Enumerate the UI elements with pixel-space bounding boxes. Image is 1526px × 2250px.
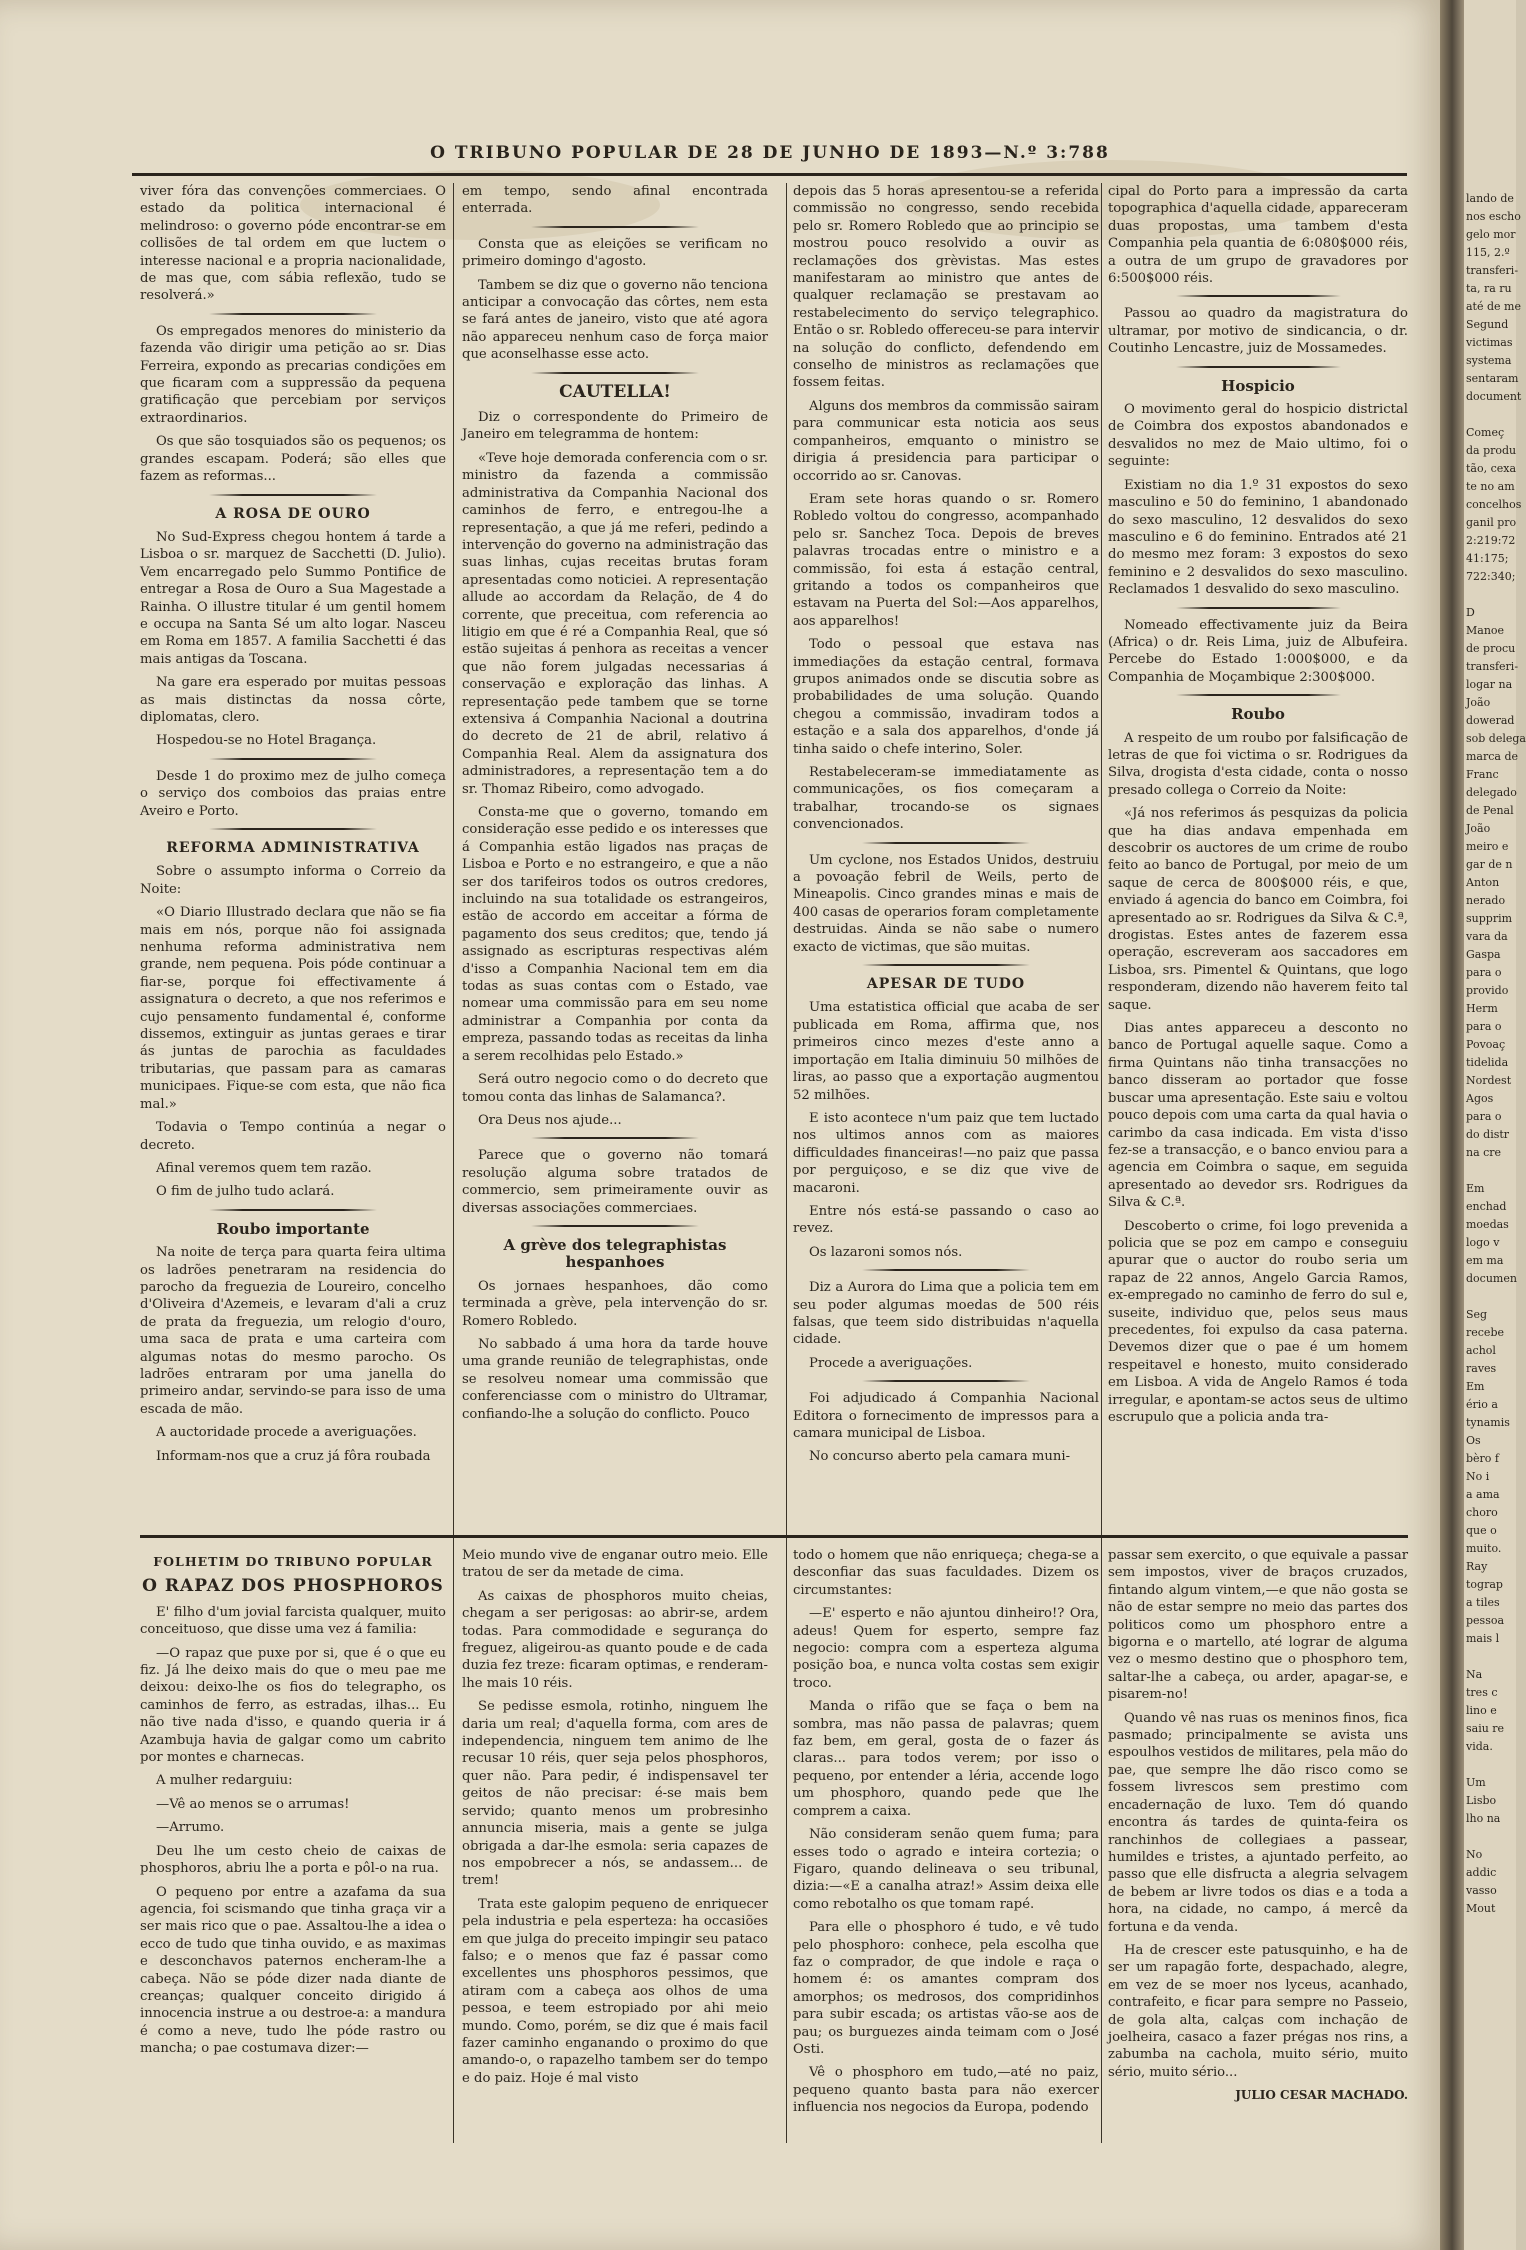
separator bbox=[531, 1225, 699, 1227]
paragraph: Os jornaes hespanhoes, dão como terminada a grève, pela intervenção do sr. Romero Robledo. bbox=[462, 1278, 768, 1329]
folhetim-column-4 bbox=[1108, 1547, 1408, 2105]
next-page-fragment: marca de bbox=[1466, 750, 1519, 763]
headline: Roubo bbox=[1231, 705, 1285, 724]
separator bbox=[531, 226, 699, 228]
paragraph: O movimento geral do hospicio districtal de Coimbra dos expostos abandonados e desvalidos no mez de Maio ultimo, foi o seguinte: bbox=[1108, 402, 1408, 470]
next-page-fragment: Gaspa bbox=[1466, 948, 1501, 961]
next-page-fragment: tynamis bbox=[1466, 1416, 1510, 1429]
separator bbox=[862, 1269, 1030, 1271]
next-page-fragment: systema bbox=[1466, 354, 1512, 367]
headline: A grève dos telegraphistas hespanhoes bbox=[503, 1235, 727, 1272]
next-page-fragment: para o bbox=[1466, 966, 1502, 979]
paragraph: Alguns dos membros da commissão sairam para communicar esta noticia aos seus companheiros, emquanto o ministro se dirigia á presidencia para participar o occorrido ao sr. Canovas. bbox=[793, 398, 1099, 484]
folhetim-rule bbox=[140, 1535, 1408, 1538]
paragraph: viver fóra das convenções commerciaes. O estado da politica internacional é melindroso: o governo póde encontrar-se em collisões de tal ordem em que luctem o interesse nacional e a propria nacionalidade, de mas que, com sábia reflexão, tudo se resolverá.» bbox=[140, 184, 446, 304]
paragraph: Não consideram senão quem fuma; para esses todo o agrado e inteira cortezia; o Figaro, quando delineava o seu tribunal, dizia:—«E a canalha atraz!» Assim deixa elle como rebotalho os que tomam rapé. bbox=[793, 1827, 1099, 1912]
separator bbox=[1176, 694, 1341, 696]
paragraph: As caixas de phosphoros muito cheias, chegam a ser perigosas: ao abrir-se, ardem todas. Para commodidade e segurança do freguez, aligeirou-as quanto poude e de cada duzia fez treze: ficaram optimas, e renderam-lhe mais 10 réis. bbox=[462, 1588, 768, 1691]
next-page-fragment: Na bbox=[1466, 1668, 1483, 1681]
next-page-fragment bbox=[1464, 1648, 1516, 1666]
next-page-fragment: mais l bbox=[1466, 1632, 1500, 1645]
next-page-fragment bbox=[1464, 1162, 1516, 1180]
next-page-fragment: concelhos bbox=[1466, 498, 1522, 511]
next-page-fragment: Povoaç bbox=[1466, 1038, 1506, 1051]
paragraph: Trata este galopim pequeno de enriquecer pela industria e pela esperteza: ha occasiões em que julga do preceito impingir seu pataco falso; e o menos que faz é passar como excellentes uns phosphoros pessimos, que atiram com a cabeça aos olhos de uma pessoa, e teem estropiado por ahi meio mundo. Como, porém, se diz que é mais facil fazer caminho enganando o proximo do que amando-o, o rapazelho tambem ser do tempo e do paiz. Hoje é mal visto bbox=[462, 1896, 768, 2086]
next-page-fragment: documen bbox=[1466, 1272, 1517, 1285]
column-2 bbox=[462, 183, 768, 1429]
paragraph: Consta que as eleições se verificam no primeiro domingo d'agosto. bbox=[462, 236, 768, 270]
next-page-fragment: pessoa bbox=[1466, 1614, 1505, 1627]
next-page-fragment: ganil pro bbox=[1466, 516, 1517, 529]
separator bbox=[209, 494, 377, 496]
next-page-fragment: raves bbox=[1466, 1362, 1497, 1375]
paragraph: «O Diario Illustrado declara que não se fia mais em nós, porque não foi assignada nenhuma reforma administrativa nem grande, nem pequena. Pois póde continuar a fiar-se, porque foi effectivamente á assignatura o decreto, a que nos referimos e cujo pensamento fundamental é, conforme dissemos, extinguir as juntas geraes e tirar ás juntas de parochia as faculdades tributarias, que passam para as camaras municipaes. Fique-se com esta, que não fica mal.» bbox=[140, 905, 446, 1112]
next-page-fragment: da produ bbox=[1466, 444, 1517, 457]
paragraph: Ha de crescer este patusquinho, e ha de ser um rapagão forte, despachado, alegre, em vez de se moer nos lyceus, acanhado, contrafeito, e ficar para sempre no Passeio, de gola alta, calças com inchação de joelheira, casaco a fazer prégas nos rins, a zabumba na cachola, muito sério, muito sério, muito sério... bbox=[1108, 1942, 1408, 2080]
paragraph: Foi adjudicado á Companhia Nacional Editora o fornecimento de impressos para a camara municipal de Lisboa. bbox=[793, 1391, 1099, 1441]
paragraph: A mulher redarguiu: bbox=[156, 1773, 293, 1789]
next-page-fragment: transferi- bbox=[1466, 264, 1519, 277]
next-page-fragment: Agos bbox=[1466, 1092, 1494, 1105]
next-page-fragment: ério a bbox=[1466, 1398, 1498, 1411]
separator bbox=[209, 758, 377, 760]
paragraph: Um cyclone, nos Estados Unidos, destruiu a povoação febril de Weils, perto de Mineapolis. Cinco grandes minas e mais de 400 casas de operarios foram completamente destruidas. Ainda se não sabe o numero exacto de victimas, que são muitas. bbox=[793, 852, 1099, 955]
header-rule bbox=[132, 173, 1407, 176]
paragraph: Quando vê nas ruas os meninos finos, fica pasmado; principalmente se avista uns espoulhos vestidos de militares, pela mão do pae, que sempre lhe dão risco como se fossem livrescos sem prestimo com encadernação de luxo. Tem dó quando encontra ás tardes de quinta-feira os ranchinhos de collegiaes a passear, humildes e tristes, a ajuntado perfeito, ao passo que elle disfructa a alegria selvagem de bebem ar livre todos os dias e a toda a hora, na cidade, no campo, á mercê da fortuna e da venda. bbox=[1108, 1710, 1408, 1935]
next-page-fragment: addic bbox=[1466, 1866, 1497, 1879]
column-4 bbox=[1108, 183, 1408, 1432]
paragraph: Informam-nos que a cruz já fôra roubada bbox=[156, 1448, 431, 1464]
next-page-fragment: a ama bbox=[1466, 1488, 1500, 1501]
next-page-fragment: Segund bbox=[1466, 318, 1509, 331]
next-page-fragment: D bbox=[1466, 606, 1475, 619]
next-page-fragment: provido bbox=[1466, 984, 1509, 997]
next-page-fragment: nos escho bbox=[1466, 210, 1521, 223]
next-page-fragment: que o bbox=[1466, 1524, 1497, 1537]
paragraph: Parece que o governo não tomará resolução alguma sobre tratados de commercio, sem primeiramente ouvir as diversas associações commerciaes. bbox=[462, 1148, 768, 1216]
headline: REFORMA ADMINISTRATIVA bbox=[166, 840, 420, 856]
next-page-fragment: saiu re bbox=[1466, 1722, 1505, 1735]
next-page-fragment: tres c bbox=[1466, 1686, 1498, 1699]
separator bbox=[862, 842, 1030, 844]
next-page-fragment: sentaram bbox=[1466, 372, 1519, 385]
next-page-fragment: vasso bbox=[1466, 1884, 1497, 1897]
next-page-fragment: de procu bbox=[1466, 642, 1516, 655]
headline: A ROSA DE OURO bbox=[215, 505, 371, 522]
next-page-fragment: para o bbox=[1466, 1020, 1502, 1033]
paragraph: Entre nós está-se passando o caso ao revez. bbox=[793, 1203, 1099, 1237]
next-page-fragment: dowerad bbox=[1466, 714, 1515, 727]
next-page-fragment: tograp bbox=[1466, 1578, 1503, 1591]
next-page-fragment: Anton bbox=[1466, 876, 1500, 889]
next-page-fragment: logo v bbox=[1466, 1236, 1500, 1249]
paragraph: Passou ao quadro da magistratura do ultramar, por motivo de sindicancia, o dr. Coutinho Lencastre, juiz de Mossamedes. bbox=[1108, 306, 1408, 357]
next-page-fragment: gar de n bbox=[1466, 858, 1513, 871]
next-page-fragment: João bbox=[1466, 696, 1491, 709]
paragraph: Diz o correspondente do Primeiro de Janeiro em telegramma de hontem: bbox=[462, 410, 768, 443]
next-page-fragment: lino e bbox=[1466, 1704, 1497, 1717]
paragraph: No sabbado á uma hora da tarde houve uma grande reunião de telegraphistas, onde se resolveu nomear uma commissão que conferenciasse com o ministro do Ultramar, confiando-lhe a solução do conflicto. Pouco bbox=[462, 1336, 768, 1422]
separator bbox=[209, 1209, 377, 1211]
headline: Roubo importante bbox=[216, 1219, 370, 1238]
separator bbox=[209, 828, 377, 830]
paragraph: Os que são tosquiados são os pequenos; os grandes escapam. Poderá; são elles que fazem as reformas... bbox=[140, 434, 446, 485]
adjacent-page-edge bbox=[1464, 0, 1526, 2250]
paragraph: Hospedou-se no Hotel Bragança. bbox=[156, 733, 377, 749]
separator bbox=[1176, 366, 1341, 368]
paragraph: E' filho d'um jovial farcista qualquer, muito conceituoso, que disse uma vez á familia: bbox=[140, 1604, 446, 1638]
separator bbox=[531, 372, 699, 374]
next-page-fragment: logar na bbox=[1466, 678, 1513, 691]
next-page-fragment: do distr bbox=[1466, 1128, 1510, 1141]
paragraph: Descoberto o crime, foi logo prevenida a policia que se poz em campo e conseguiu apurar que o auctor do roubo seria um rapaz de 22 annos, Angelo Garcia Ramos, ex-empregado no caminho de ferro do sul e, suseite, individuo que, pelos seus maus precedentes, foi expulso da casa paterna. Devemos dizer que o pae é um homem respeitavel e honesto, muito considerado em Lisboa. A vida de Angelo Ramos é toda irregular, e apontam-se actos seus de ultimo escrupulo que a policia anda tra- bbox=[1108, 1218, 1408, 1425]
paragraph: Eram sete horas quando o sr. Romero Robledo voltou do congresso, acompanhado pelo sr. Sanchez Toca. Depois de breves palavras trocadas entre o ministro e a commissão, foi esta á estação central, gritando a todos os companheiros que estavam na Puerta del Sol:—Aos apparelhos, aos apparelhos! bbox=[793, 491, 1099, 629]
paragraph: Procede a averiguações. bbox=[809, 1355, 973, 1371]
paragraph: Afinal veremos quem tem razão. bbox=[156, 1160, 372, 1176]
next-page-fragment bbox=[1464, 586, 1516, 604]
next-page-fragment bbox=[1464, 1828, 1516, 1846]
paragraph: passar sem exercito, o que equivale a passar sem impostos, viver de braços cruzados, fintando algum vintem,—e que não gosta se não de estar sempre no meio das partes dos politicos como um phosphoro entre a bigorna e o martello, até lograr de alguma vez o mesmo destino que o phosphoro tem, saltar-lhe a cabeça, ou arder, apagar-se, e pisarem-no! bbox=[1108, 1548, 1408, 1703]
headline: APESAR DE TUDO bbox=[866, 976, 1026, 993]
next-page-fragment: para o bbox=[1466, 1110, 1502, 1123]
paragraph: «Teve hoje demorada conferencia com o sr. ministro da fazenda a commissão administrativa da Companhia Nacional dos caminhos de ferro, e entregou-lhe a representação, a que já me referi, pedindo a intervenção do governo na administração das suas linhas, cujas receitas brutas foram apresentadas como noticiei. A representação allude ao accordam da Relação, de 4 do corrente, que preceitua, com referencia ao litigio em que é ré a Companhia Real, que só estão sujeitas á penhora as receitas a vencer que não forem julgadas necessarias á conservação e exploração das linhas. A representação pede tambem que se torne extensiva á Companhia Nacional a doutrina do decreto de 21 de abril, relativo á Companhia Real. Alem da assignatura dos administradores, a representação tem a do sr. Thomaz Ribeiro, como advogado. bbox=[462, 450, 768, 797]
next-page-fragment: tão, cexa bbox=[1466, 462, 1517, 475]
separator bbox=[1176, 607, 1341, 609]
paragraph: Uma estatistica official que acaba de ser publicada em Roma, affirma que, nos primeiros cinco mezes d'este anno a importação em Italia diminuiu 50 milhões de liras, ao passo que a exportação augmentou 52 milhões. bbox=[793, 1000, 1099, 1103]
next-page-fragment: lando de bbox=[1466, 192, 1514, 205]
column-1 bbox=[140, 183, 446, 1471]
next-page-fragment: Franc bbox=[1466, 768, 1499, 781]
next-page-fragment: Lisbo bbox=[1466, 1794, 1497, 1807]
next-page-fragment: enchad bbox=[1466, 1200, 1507, 1213]
next-page-fragment: transferi- bbox=[1466, 660, 1519, 673]
paragraph: No concurso aberto pela camara muni- bbox=[809, 1449, 1071, 1465]
paragraph: Se pedisse esmola, rotinho, ninguem lhe daria um real; d'aquella forma, com ares de independencia, ninguem tem animo de lhe recusar 10 réis, quer seja pelos phosphoros, quer não. Para pedir, é indispensavel ter geitos de não precisar: é-se mais bem servido; quanto menos um probresinho annuncia miseria, mais a gente se julga obrigada a dar-lhe esmola: seria capazes de nos empobrecer a nós, se andassem... de trem! bbox=[462, 1699, 768, 1889]
paragraph: Existiam no dia 1.º 31 expostos do sexo masculino e 50 do feminino, 1 abandonado do sexo masculino, 12 desvalidos do sexo masculino e 6 do feminino. Entrados até 21 do mesmo mez foram: 3 expostos do sexo feminino e 2 desvalidos do sexo masculino. Reclamados 1 desvalido do sexo masculino. bbox=[1108, 477, 1408, 598]
next-page-fragment: meiro e bbox=[1466, 840, 1509, 853]
next-page-fragment: te no am bbox=[1466, 480, 1515, 493]
next-page-fragment: 41:175; bbox=[1466, 552, 1509, 565]
paragraph: —O rapaz que puxe por si, que é o que eu fiz. Já lhe deixo mais do que o meu pae me deixou: deixo-lhe os fios do telegrapho, os caminhos de ferro, as estradas, ilhas... Eu não tive nada d'isso, e quando queria ir á Azambuja havia de galgar como um cabrito por montes e charnecas. bbox=[140, 1645, 446, 1766]
next-page-fragment: Mout bbox=[1466, 1902, 1496, 1915]
next-page-fragment: bèro f bbox=[1466, 1452, 1499, 1465]
next-page-fragment: sob delega bbox=[1466, 732, 1526, 745]
next-page-fragment: Em bbox=[1466, 1182, 1485, 1195]
folhetim-column-1 bbox=[140, 1547, 446, 2064]
folhetim-column-2 bbox=[462, 1547, 768, 2093]
paragraph: «Já nos referimos ás pesquizas da policia que ha dias andava empenhada em descobrir os auctores de um crime de roubo feito ao banco de Portugal, por meio de um saque de cerca de 800$000 réis, e que, enviado á agencia do banco em Coimbra, foi apresentado ao sr. Rodrigues da Silva & C.ª, drogistas. Estes antes de fazerem essa operação, escreveram aos saccadores em Lisboa, srs. Pimentel & Quintans, que logo responderam, dizendo não haverem feito tal saque. bbox=[1108, 806, 1408, 1013]
next-page-fragment: victimas bbox=[1466, 336, 1513, 349]
paragraph: —Vê ao menos se o arrumas! bbox=[156, 1796, 350, 1812]
next-page-fragment bbox=[1464, 1288, 1516, 1306]
page-gutter bbox=[1440, 0, 1464, 2250]
paragraph: Todavia o Tempo continúa a negar o decreto. bbox=[140, 1120, 446, 1153]
next-page-fragment: em ma bbox=[1466, 1254, 1504, 1267]
next-page-fragment: lho na bbox=[1466, 1812, 1501, 1825]
paragraph: Nomeado effectivamente juiz da Beira (Africa) o dr. Reis Lima, juiz de Albufeira. Percebe do Estado 1:000$000, e da Companhia de Moçambique 2:300$000. bbox=[1108, 617, 1408, 685]
paragraph: Na gare era esperado por muitas pessoas as mais distinctas da nossa côrte, diplomatas, clero. bbox=[140, 675, 446, 725]
next-page-fragment bbox=[1464, 1756, 1516, 1774]
paragraph: E isto acontece n'um paiz que tem luctado nos ultimos annos com as maiores difficuldades financeiras!—no paiz que passa por perguiçoso, e se diz que vive de macaroni. bbox=[793, 1110, 1099, 1196]
column-divider bbox=[1101, 183, 1102, 2143]
paragraph: Deu lhe um cesto cheio de caixas de phosphoros, abriu lhe a porta e pôl-o na rua. bbox=[140, 1843, 446, 1877]
next-page-fragment: a tiles bbox=[1466, 1596, 1500, 1609]
paragraph: Tambem se diz que o governo não tenciona anticipar a convocação das côrtes, nem esta se fará antes de janeiro, visto que até agora não appareceu nenhum caso de força maior que aconselhasse esse acto. bbox=[462, 277, 768, 363]
paragraph: —Arrumo. bbox=[156, 1820, 225, 1836]
next-page-fragment: 722:340; bbox=[1466, 570, 1516, 583]
paragraph: A respeito de um roubo por falsificação de letras de que foi victima o sr. Rodrigues da Silva, drogista d'esta cidade, conta o nosso presado collega o Correio da Noite: bbox=[1108, 730, 1408, 798]
paragraph: Será outro negocio como o do decreto que tomou conta das linhas de Salamanca?. bbox=[462, 1072, 768, 1105]
next-page-fragment: João bbox=[1466, 822, 1491, 835]
paragraph: A auctoridade procede a averiguações. bbox=[156, 1425, 417, 1441]
next-page-fragment: recebe bbox=[1466, 1326, 1504, 1339]
next-page-fragment: tidelida bbox=[1466, 1056, 1509, 1069]
next-page-fragment: Um bbox=[1466, 1776, 1486, 1789]
paragraph: em tempo, sendo afinal encontrada enterrada. bbox=[462, 184, 768, 217]
next-page-fragment: gelo mor bbox=[1466, 228, 1516, 241]
paragraph: Dias antes appareceu a desconto no banco de Portugal aquelle saque. Como a firma Quintans não tinha transacções no banco disseram ao portador que fosse buscar uma apresentação. Este saiu e voltou pouco depois com uma carta da qual havia o carimbo da casa indicada. Em vista d'isso fez-se a transacção, e o banco enviou para a agencia em Coimbra o saque, em seguida apresentado ao devedor srs. Rodrigues da Silva & C.ª. bbox=[1108, 1021, 1408, 1211]
next-page-fragment: supprim bbox=[1466, 912, 1513, 925]
next-page-fragment: moedas bbox=[1466, 1218, 1509, 1231]
next-page-fragment: document bbox=[1466, 390, 1522, 403]
next-page-fragment: No i bbox=[1466, 1470, 1490, 1483]
next-page-fragment: vara da bbox=[1466, 930, 1508, 943]
next-page-fragment: Começ bbox=[1466, 426, 1505, 439]
next-page-fragment: de Penal bbox=[1466, 804, 1514, 817]
author-signature: JULIO CESAR MACHADO. bbox=[1235, 2088, 1408, 2103]
paragraph: Na noite de terça para quarta feira ultima os ladrões penetraram na residencia do parocho da freguezia de Loureiro, concelho d'Oliveira d'Azemeis, e levaram d'ali a cruz de prata da freguezia, um relogio d'ouro, uma saca de prata e uma carteira com algumas notas do mesmo parocho. Os ladrões entraram por uma janella do primeiro andar, servindo-se para isso de uma escada de mão. bbox=[140, 1245, 446, 1417]
paragraph: —E' esperto e não ajuntou dinheiro!? Ora, adeus! Quem for esperto, sempre faz negocio: compra com a esperteza alguma posição boa, e nunca volta costas sem exigir troco. bbox=[793, 1606, 1099, 1691]
paragraph: Os lazaroni somos nós. bbox=[809, 1244, 963, 1260]
paragraph: Vê o phosphoro em tudo,—até no paiz, pequeno quanto basta para não exercer influencia nos negocios da Europa, podendo bbox=[793, 2065, 1099, 2116]
next-page-fragment: Os bbox=[1466, 1434, 1481, 1447]
next-page-fragment: 115, 2.º bbox=[1466, 246, 1510, 259]
next-page-fragment: Em bbox=[1466, 1380, 1485, 1393]
paragraph: Restabeleceram-se immediatamente as communicações, os fios começaram a trabalhar, trocando-se os signaes convencionados. bbox=[793, 765, 1099, 833]
next-page-fragment: na cre bbox=[1466, 1146, 1502, 1159]
paragraph: Ora Deus nos ajude... bbox=[478, 1112, 622, 1128]
page-header: O TRIBUNO POPULAR DE 28 DE JUNHO DE 1893—N.º 3:788 bbox=[430, 143, 1110, 163]
next-page-fragment: achol bbox=[1466, 1344, 1496, 1357]
next-page-fragment: até de me bbox=[1466, 300, 1521, 313]
column-divider bbox=[453, 183, 454, 2143]
next-page-fragment: 2:219:72 bbox=[1466, 534, 1516, 547]
paragraph: O pequeno por entre a azafama da sua agencia, foi scismando que tinha graça vir a ser mais rico que o pae. Assaltou-lhe a idea o ecco de tudo que tinha ouvido, e as maximas e desconchavos paternos encheram-lhe a cabeça. Não se póde dizer nada diante de creanças; qualquer conceito dirigido á innocencia instrue a ou destroe-a: a mandura é como a neve, tudo lhe póde rastro ou mancha; o pae costumava dizer:— bbox=[140, 1884, 446, 2057]
separator bbox=[209, 313, 377, 315]
paragraph: Consta-me que o governo, tomando em consideração esse pedido e os interesses que á Companhia estão ligados nas praças de Lisboa e Porto e no estrangeiro, e que a não ser dos tarifeiros todos os outros credores, incluindo na sua totalidade os estrangeiros, estão de accordo em acceitar a fórma de pagamento dos seus creditos; que, tendo já assignado as escripturas respectivas além d'isso a Companhia Nacional tem em dia todas as suas contas com o Estado, vae nomear uma commissão para em seu nome administrar a Companhia por conta da empreza, passando todas as receitas da linha a serem recolhidas pelo Estado.» bbox=[462, 805, 768, 1064]
next-page-fragment: No bbox=[1466, 1848, 1483, 1861]
folhetim-label: FOLHETIM DO TRIBUNO POPULAR bbox=[153, 1554, 433, 1569]
paragraph: No Sud-Express chegou hontem á tarde a Lisboa o sr. marquez de Sacchetti (D. Julio). Vem encarregado pelo Summo Pontifice de entregar a Rosa de Ouro a Sua Magestade a Rainha. O illustre titular é um gentil homem e occupa na Santa Sé um alto logar. Nasceu em Roma em 1857. A familia Sacchetti é das mais antigas da Toscana. bbox=[140, 529, 446, 667]
separator bbox=[862, 964, 1030, 966]
next-page-fragment: ta, ra ru bbox=[1466, 282, 1512, 295]
paragraph: Diz a Aurora do Lima que a policia tem em seu poder algumas moedas de 500 réis falsas, que teem sido distribuidas n'aquella cidade. bbox=[793, 1280, 1099, 1348]
paragraph: Meio mundo vive de enganar outro meio. Elle tratou de ser da metade de cima. bbox=[462, 1548, 768, 1581]
separator bbox=[1176, 295, 1341, 297]
paragraph: Os empregados menores do ministerio da fazenda vão dirigir uma petição ao sr. Dias Ferreira, expondo as precarias condições em que ficaram com a suppressão da pequena gratificação que percebiam por serviços extraordinarios. bbox=[140, 323, 446, 426]
paragraph: Para elle o phosphoro é tudo, e vê tudo pelo phosphoro: conhece, pela escolha que faz o comprador, de que indole e raça o homem é: os amantes compram dos amorphos; os medrosos, dos compridinhos para subir escada; os artistas vão-se aos de pau; os burguezes ainda teimam com o José Osti. bbox=[793, 1920, 1099, 2057]
next-page-fragment: vida. bbox=[1466, 1740, 1493, 1753]
paragraph: cipal do Porto para a impressão da carta topographica d'aquella cidade, appareceram duas propostas, uma tambem d'esta Companhia pela quantia de 6:080$000 réis, a outra de um grupo de gravadores por 6:500$000 réis. bbox=[1108, 184, 1408, 287]
headline: CAUTELLA! bbox=[559, 381, 671, 402]
next-page-fragment: Herm bbox=[1466, 1002, 1498, 1015]
paragraph: Todo o pessoal que estava nas immediações da estação central, formava grupos animados onde se discutia sobre as probabilidades de uma solução. Quando chegou a commissão, invadiram todos a estação e a sala dos apparelhos, d'onde já tinha saido o chefe interino, Soler. bbox=[793, 637, 1099, 757]
paragraph: Sobre o assumpto informa o Correio da Noite: bbox=[140, 864, 446, 897]
column-divider bbox=[786, 183, 787, 2143]
folhetim-column-3 bbox=[793, 1547, 1099, 2123]
separator bbox=[531, 1137, 699, 1139]
headline: Hospicio bbox=[1221, 376, 1295, 395]
separator bbox=[862, 1380, 1030, 1382]
paragraph: depois das 5 horas apresentou-se a referida commissão no congresso, sendo recebida pelo sr. Romero Robledo que ao principio se mostrou pouco resolvido a ouvir as reclamações dos grèvistas. Mas estes manifestaram ao ministro que antes de qualquer reclamação se prestavam ao restabelecimento do serviço telegraphico. Então o sr. Robledo offereceu-se para intervir na solução do conflicto, defendendo em conselho de ministros as reclamações que fossem feitas. bbox=[793, 184, 1099, 391]
paragraph: todo o homem que não enriqueça; chega-se a desconfiar das suas faculdades. Dizem os circumstantes: bbox=[793, 1548, 1099, 1598]
column-3 bbox=[793, 183, 1099, 1472]
folhetim-title: O RAPAZ DOS PHOSPHOROS bbox=[142, 1576, 444, 1597]
next-page-fragment: muito. bbox=[1466, 1542, 1502, 1555]
paragraph: Desde 1 do proximo mez de julho começa o serviço dos comboios das praias entre Aveiro e Porto. bbox=[140, 768, 446, 819]
next-page-fragment: nerado bbox=[1466, 894, 1506, 907]
next-page-fragment: choro bbox=[1466, 1506, 1498, 1519]
next-page-fragment: Seg bbox=[1466, 1308, 1488, 1321]
paragraph: O fim de julho tudo aclará. bbox=[156, 1184, 335, 1200]
next-page-fragment: delegado bbox=[1466, 786, 1517, 799]
next-page-fragment: Manoe bbox=[1466, 624, 1505, 637]
paragraph: Manda o rifão que se faça o bem na sombra, mas não passa de palavras; quem faz bem, em geral, gosta de o fazer ás claras... para todos verem; por isso o pequeno, por entender a léria, accende logo um phosphoro, quando pede que lhe comprem a caixa. bbox=[793, 1699, 1099, 1819]
next-page-fragment: Nordest bbox=[1466, 1074, 1512, 1087]
next-page-fragment: Ray bbox=[1466, 1560, 1488, 1573]
next-page-fragment bbox=[1464, 406, 1516, 424]
